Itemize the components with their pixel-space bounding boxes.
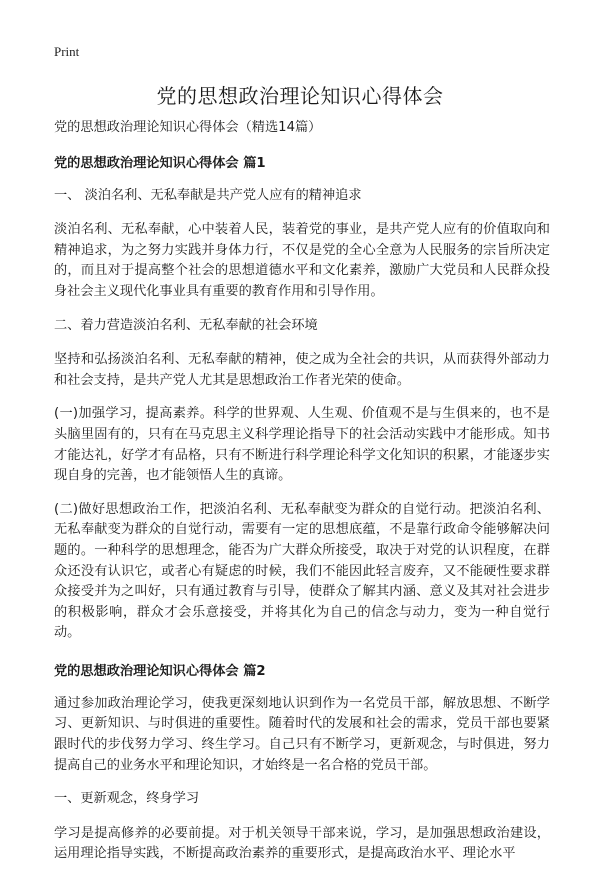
- section-item-heading: 二、着力营造淡泊名利、无私奉献的社会环境: [54, 317, 318, 333]
- paragraph: 坚持和弘扬淡泊名利、无私奉献的精神，使之成为全社会的共识，从而获得外部动力和社会支持，是共产党人尤其是思想政治工作者光荣的使命。: [54, 352, 550, 388]
- section-heading: 党的思想政治理论知识心得体会 篇1: [54, 155, 266, 171]
- section-heading: 党的思想政治理论知识心得体会 篇2: [54, 663, 266, 679]
- section-item-heading: 一、 淡泊名利、无私奉献是共产党人应有的精神追求: [54, 187, 362, 203]
- paragraph: (二)做好思想政治工作，把淡泊名利、无私奉献变为群众的自觉行动。把淡泊名利、无私奉献变为群众的自觉行动，需要有一定的思想底蕴，不是靠行政命令能够解决问题的。一种科学的思想理念，能否为广大群众所接受，取决于对党的认识程度，在群众还没有认识它，或者心有疑虑的时候，我们不能因此轻言废弃，又不能硬性要求群众接受并为之叫好，只有通过教育与引导，使群众了解其内涵、意义及其对社会进步的积极影响，群众才会乐意接受，并将其化为自己的信念与动力，变为一种自觉行动。: [54, 501, 550, 641]
- paragraph: 淡泊名利、无私奉献，心中装着人民，装着党的事业，是共产党人应有的价值取向和精神追求，为之努力实践并身体力行，不仅是党的全心全意为人民服务的宗旨所决定的，而且对于提高整个社会的思想道德水平和文化素养，激励广大党员和人民群众投身社会主义现代化事业具有重要的教育作用和引导作用。: [54, 222, 550, 299]
- document-subtitle: 党的思想政治理论知识心得体会（精选14篇）: [54, 120, 322, 135]
- print-link[interactable]: Print: [54, 44, 80, 59]
- page-title: 党的思想政治理论知识心得体会: [156, 84, 444, 108]
- paragraph: 学习是提高修养的必要前提。对于机关领导干部来说，学习，是加强思想政治建设，运用理论指导实践，不断提高政治素养的重要形式，是提高政治水平、理论水平: [54, 825, 550, 862]
- section-item-heading: 一、更新观念，终身学习: [54, 791, 200, 807]
- section-1: [54, 154, 550, 644]
- section-2: [54, 662, 550, 865]
- paragraph: 通过参加政治理论学习，使我更深刻地认识到作为一名党员干部，解放思想、不断学习、更新知识、与时俱进的重要性。随着时代的发展和社会的需求，党员干部也要紧跟时代的步伐努力学习、终生学习。自己只有不断学习，更新观念，与时俱进，努力提高自己的业务水平和理论知识，才始终是一名合格的党员干部。: [54, 695, 550, 773]
- paragraph: (一)加强学习，提高素养。科学的世界观、人生观、价值观不是与生俱来的，也不是头脑里固有的，只有在马克思主义科学理论指导下的社会活动实践中才能形成。知书才能达礼，好学才有品格，只有不断进行科学理论科学文化知识的积累，才能逐步实现自身的完善，也才能领悟人生的真谛。: [54, 406, 550, 484]
- document-body: [54, 118, 550, 878]
